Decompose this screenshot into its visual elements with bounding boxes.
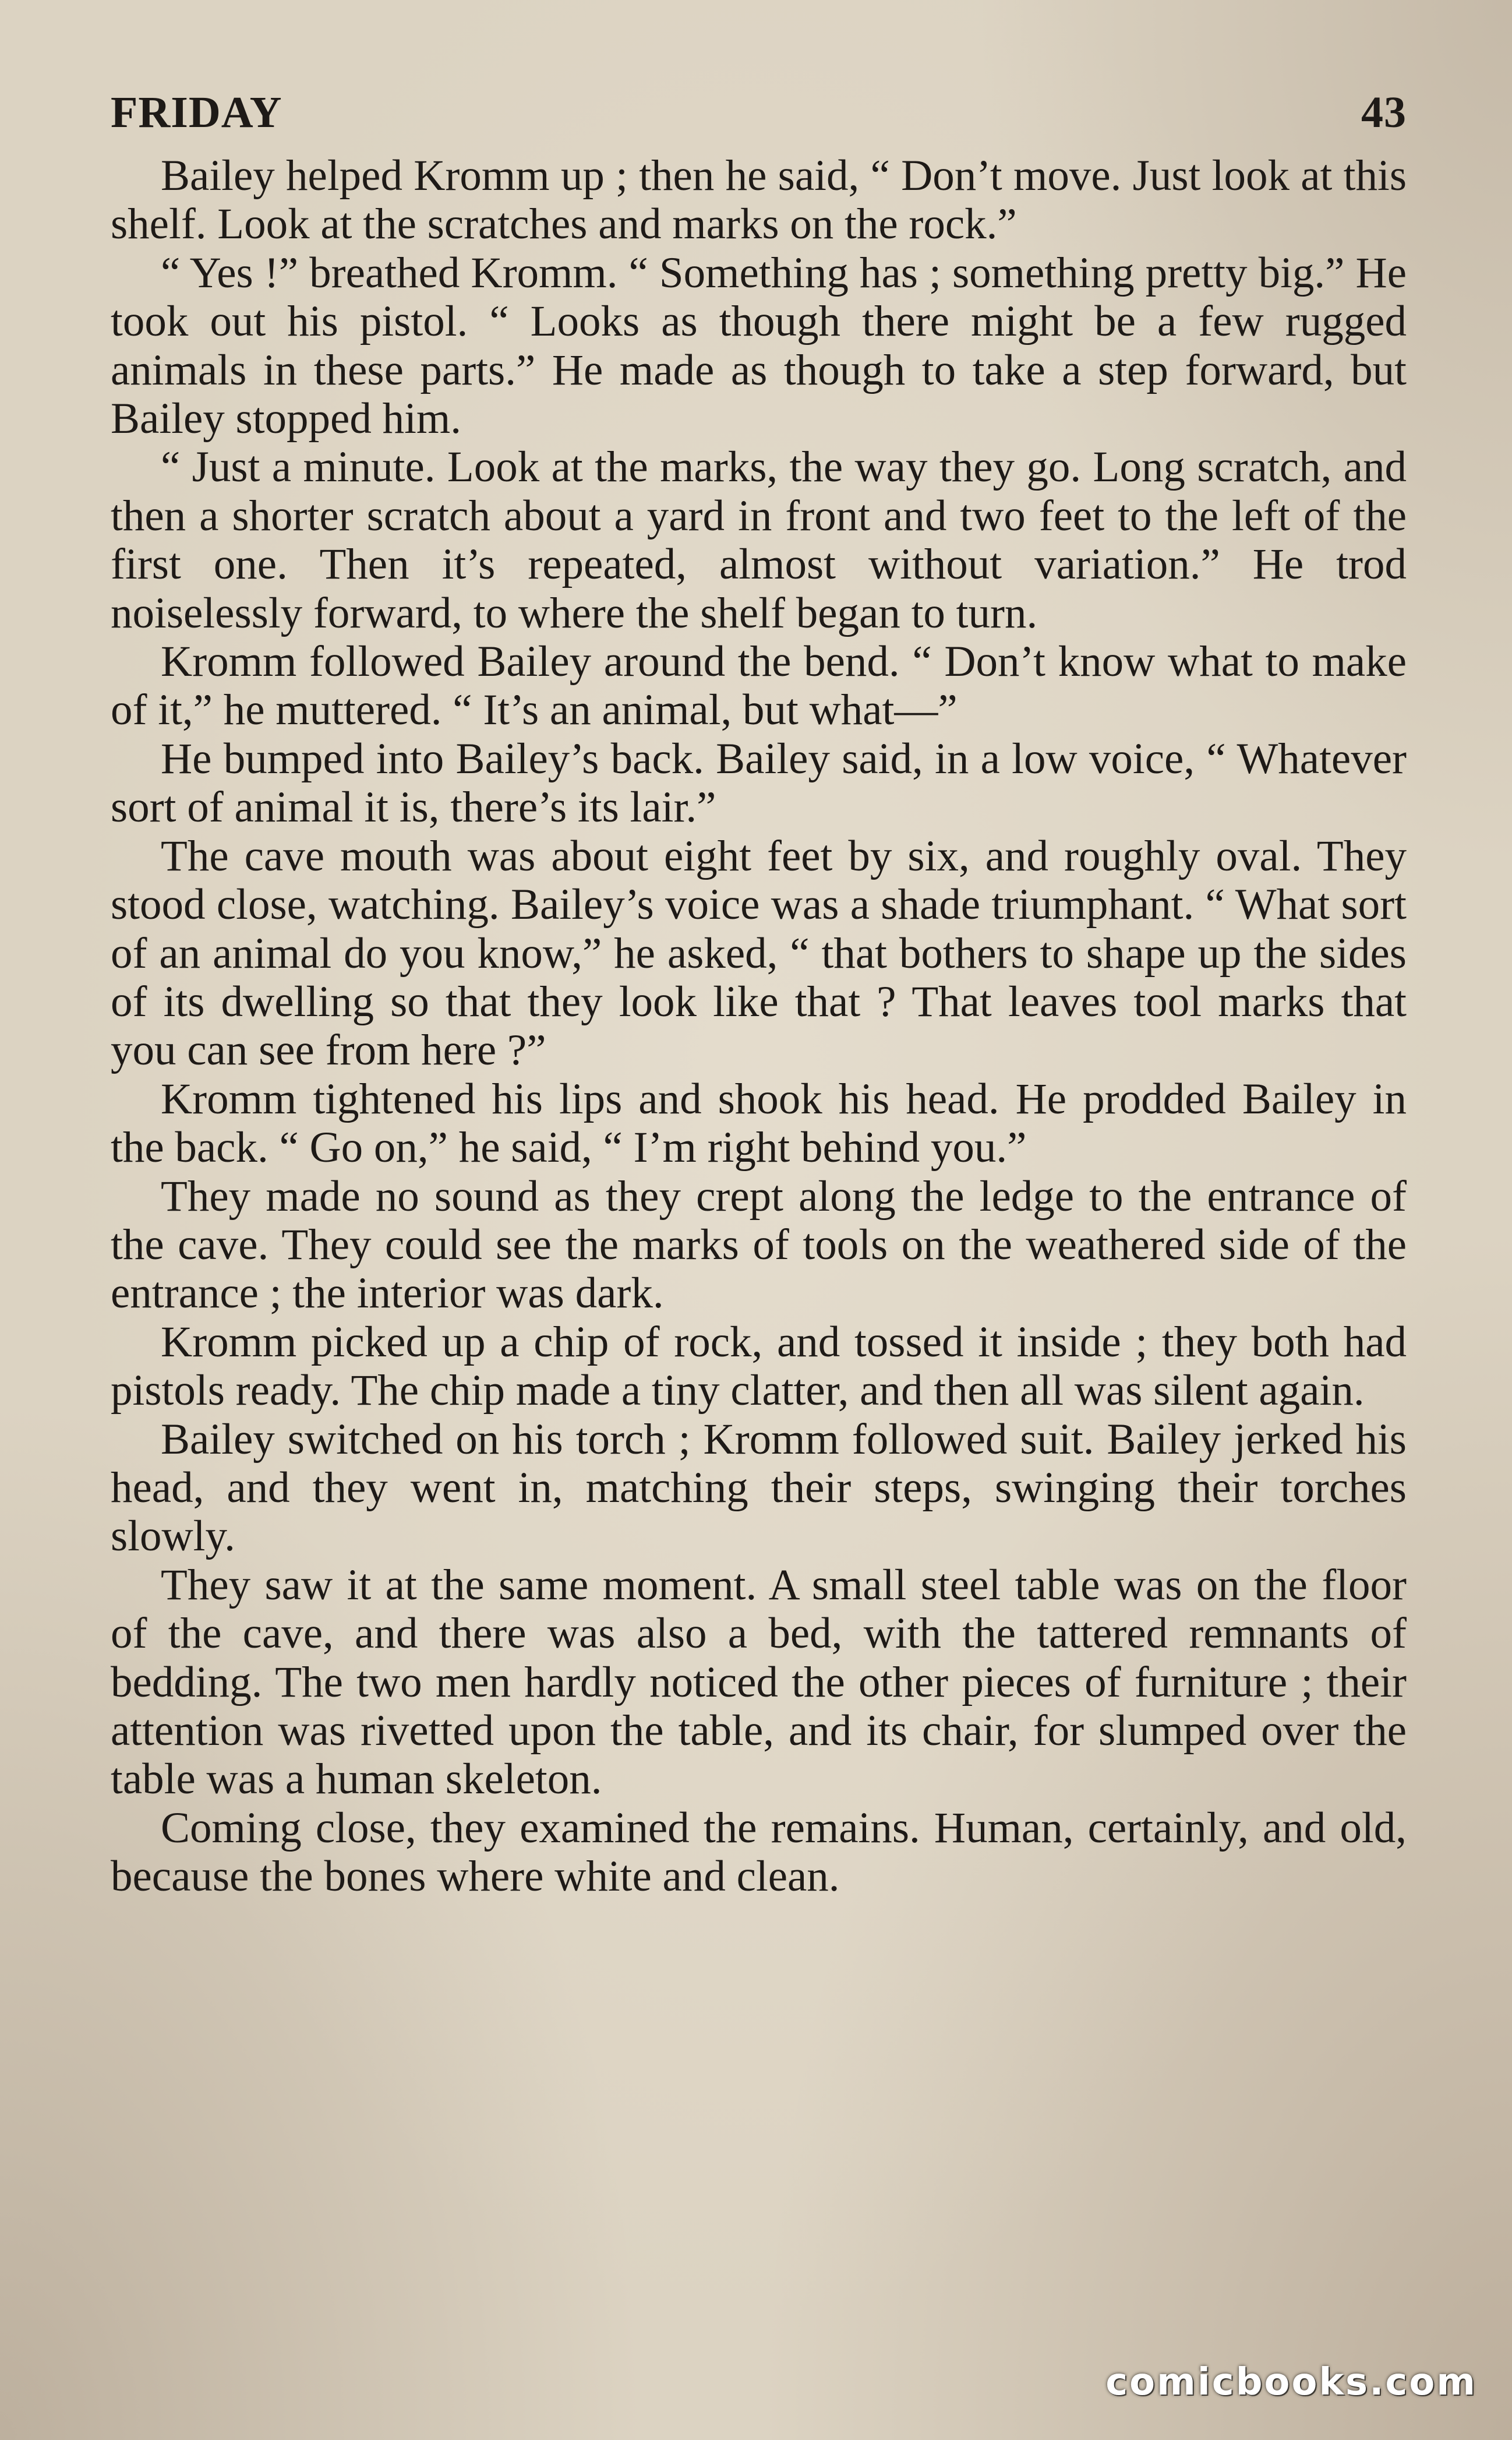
paragraph: “ Yes !” breathed Kromm. “ Something has ; something pretty big.” He took out his pistol. “ Looks as though there might be a few rugged animals in these parts.” He made as though to take a step forward, but Bailey stopped him. — [111, 248, 1407, 443]
running-title: FRIDAY — [111, 88, 282, 137]
watermark: comicbooks.com — [1105, 2361, 1477, 2404]
paragraph: They made no sound as they crept along the ledge to the entrance of the cave. They could see the marks of tools on the weathered side of the entrance ; the interior was dark. — [111, 1172, 1407, 1318]
paragraph: “ Just a minute. Look at the marks, the way they go. Long scratch, and then a shorter scratch about a yard in front and two feet to the left of the first one. Then it’s repeated, almost without variation.” He trod noiselessly forward, to where the shelf began to turn. — [111, 443, 1407, 637]
running-head — [111, 87, 1407, 151]
paragraph: Kromm tightened his lips and shook his head. He prodded Bailey in the back. “ Go on,” he said, “ I’m right behind you.” — [111, 1074, 1407, 1172]
paragraph: They saw it at the same moment. A small steel table was on the floor of the cave, and there was also a bed, with the tattered remnants of bedding. The two men hardly noticed the other pieces of furniture ; their attention was rivetted upon the table, and its chair, for slumped over the table was a human skeleton. — [111, 1560, 1407, 1804]
paragraph: He bumped into Bailey’s back. Bailey said, in a low voice, “ Whatever sort of animal it is, there’s its lair.” — [111, 734, 1407, 832]
body-text — [111, 151, 1407, 1901]
book-page — [111, 87, 1407, 2360]
paragraph: Bailey switched on his torch ; Kromm followed suit. Bailey jerked his head, and they went in, matching their steps, swinging their torches slowly. — [111, 1415, 1407, 1561]
paragraph: Coming close, they examined the remains. Human, certainly, and old, because the bones where white and clean. — [111, 1803, 1407, 1901]
page-number: 43 — [1361, 88, 1407, 137]
paragraph: Kromm followed Bailey around the bend. “ Don’t know what to make of it,” he muttered. “ It’s an animal, but what—” — [111, 637, 1407, 735]
paragraph: Bailey helped Kromm up ; then he said, “ Don’t move. Just look at this shelf. Look at the scratches and marks on the rock.” — [111, 151, 1407, 249]
paragraph: Kromm picked up a chip of rock, and tossed it inside ; they both had pistols ready. The chip made a tiny clatter, and then all was silent again. — [111, 1317, 1407, 1415]
paragraph: The cave mouth was about eight feet by six, and roughly oval. They stood close, watching. Bailey’s voice was a shade triumphant. “ What sort of an animal do you know,” he asked, “ that bothers to shape up the sides of its dwelling so that they look like that ? That leaves tool marks that you can see from here ?” — [111, 831, 1407, 1075]
